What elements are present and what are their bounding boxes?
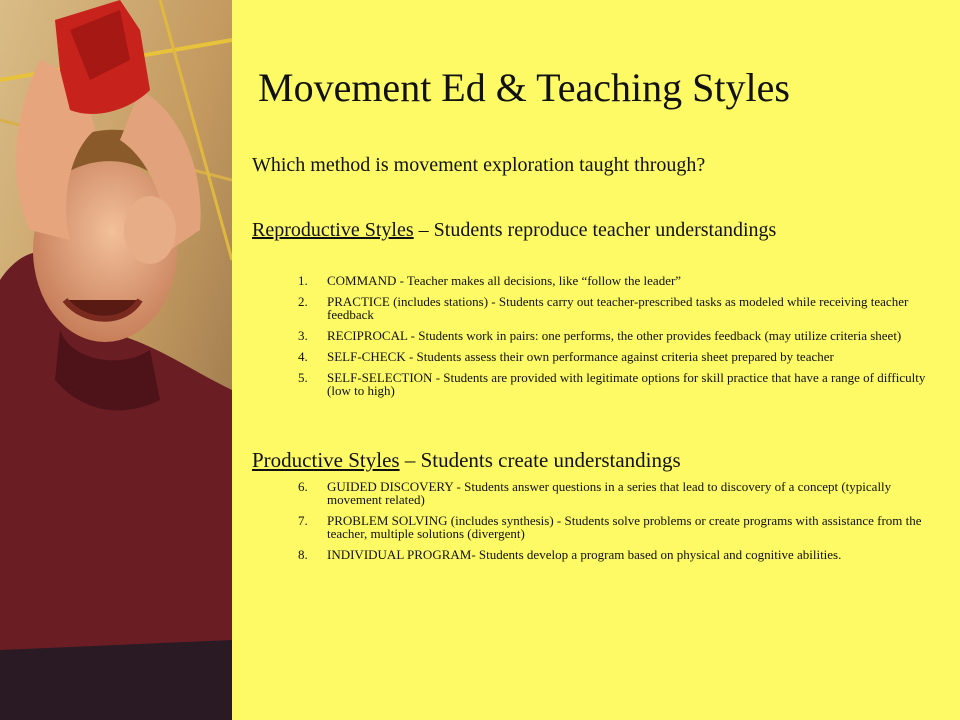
productive-styles-heading [252,450,960,471]
list-item [298,548,938,561]
list-item [298,274,938,287]
item-text: GUIDED DISCOVERY - Students answer questions in a series that lead to discovery of a concept (typically movement related) [327,479,892,507]
reproductive-styles-description: – Students reproduce teacher understandings [413,219,777,241]
item-number: 8. [298,547,308,562]
item-number: 4. [298,349,308,364]
item-text: SELF-SELECTION - Students are provided with legitimate options for skill practice that have a range of difficulty (low to high) [327,370,926,398]
item-text: PROBLEM SOLVING (includes synthesis) - Students solve problems or create programs with assistance from the teacher, multiple solutions (divergent) [327,513,922,541]
item-text: PRACTICE (includes stations) - Students carry out teacher-prescribed tasks as modeled while receiving teacher feedback [327,294,909,322]
item-number: 5. [298,370,308,385]
item-number: 2. [298,294,308,309]
item-text: SELF-CHECK - Students assess their own performance against criteria sheet prepared by teacher [327,349,834,364]
item-text: RECIPROCAL - Students work in pairs: one performs, the other provides feedback (may utilize criteria sheet) [327,328,902,343]
reproductive-styles-list [298,274,938,405]
list-item [298,480,938,506]
productive-styles-description: – Students create understandings [399,448,681,472]
item-number: 3. [298,328,308,343]
reproductive-styles-label: Reproductive Styles [252,219,414,241]
item-number: 6. [298,479,308,494]
item-number: 1. [298,273,308,288]
productive-styles-list [298,480,938,569]
list-item [298,350,938,363]
list-item [298,295,938,321]
slide-title: Movement Ed & Teaching Styles [258,65,790,110]
productive-styles-label: Productive Styles [252,448,400,472]
item-text: COMMAND - Teacher makes all decisions, like “follow the leader” [327,273,682,288]
question-text: Which method is movement exploration taught through? [252,154,706,176]
list-item [298,514,938,540]
boy-with-beanbag-photo [0,0,232,720]
reproductive-styles-heading [252,220,960,241]
list-item [298,371,938,397]
item-number: 7. [298,513,308,528]
item-text: INDIVIDUAL PROGRAM- Students develop a program based on physical and cognitive abilities. [327,547,842,562]
list-item [298,329,938,342]
